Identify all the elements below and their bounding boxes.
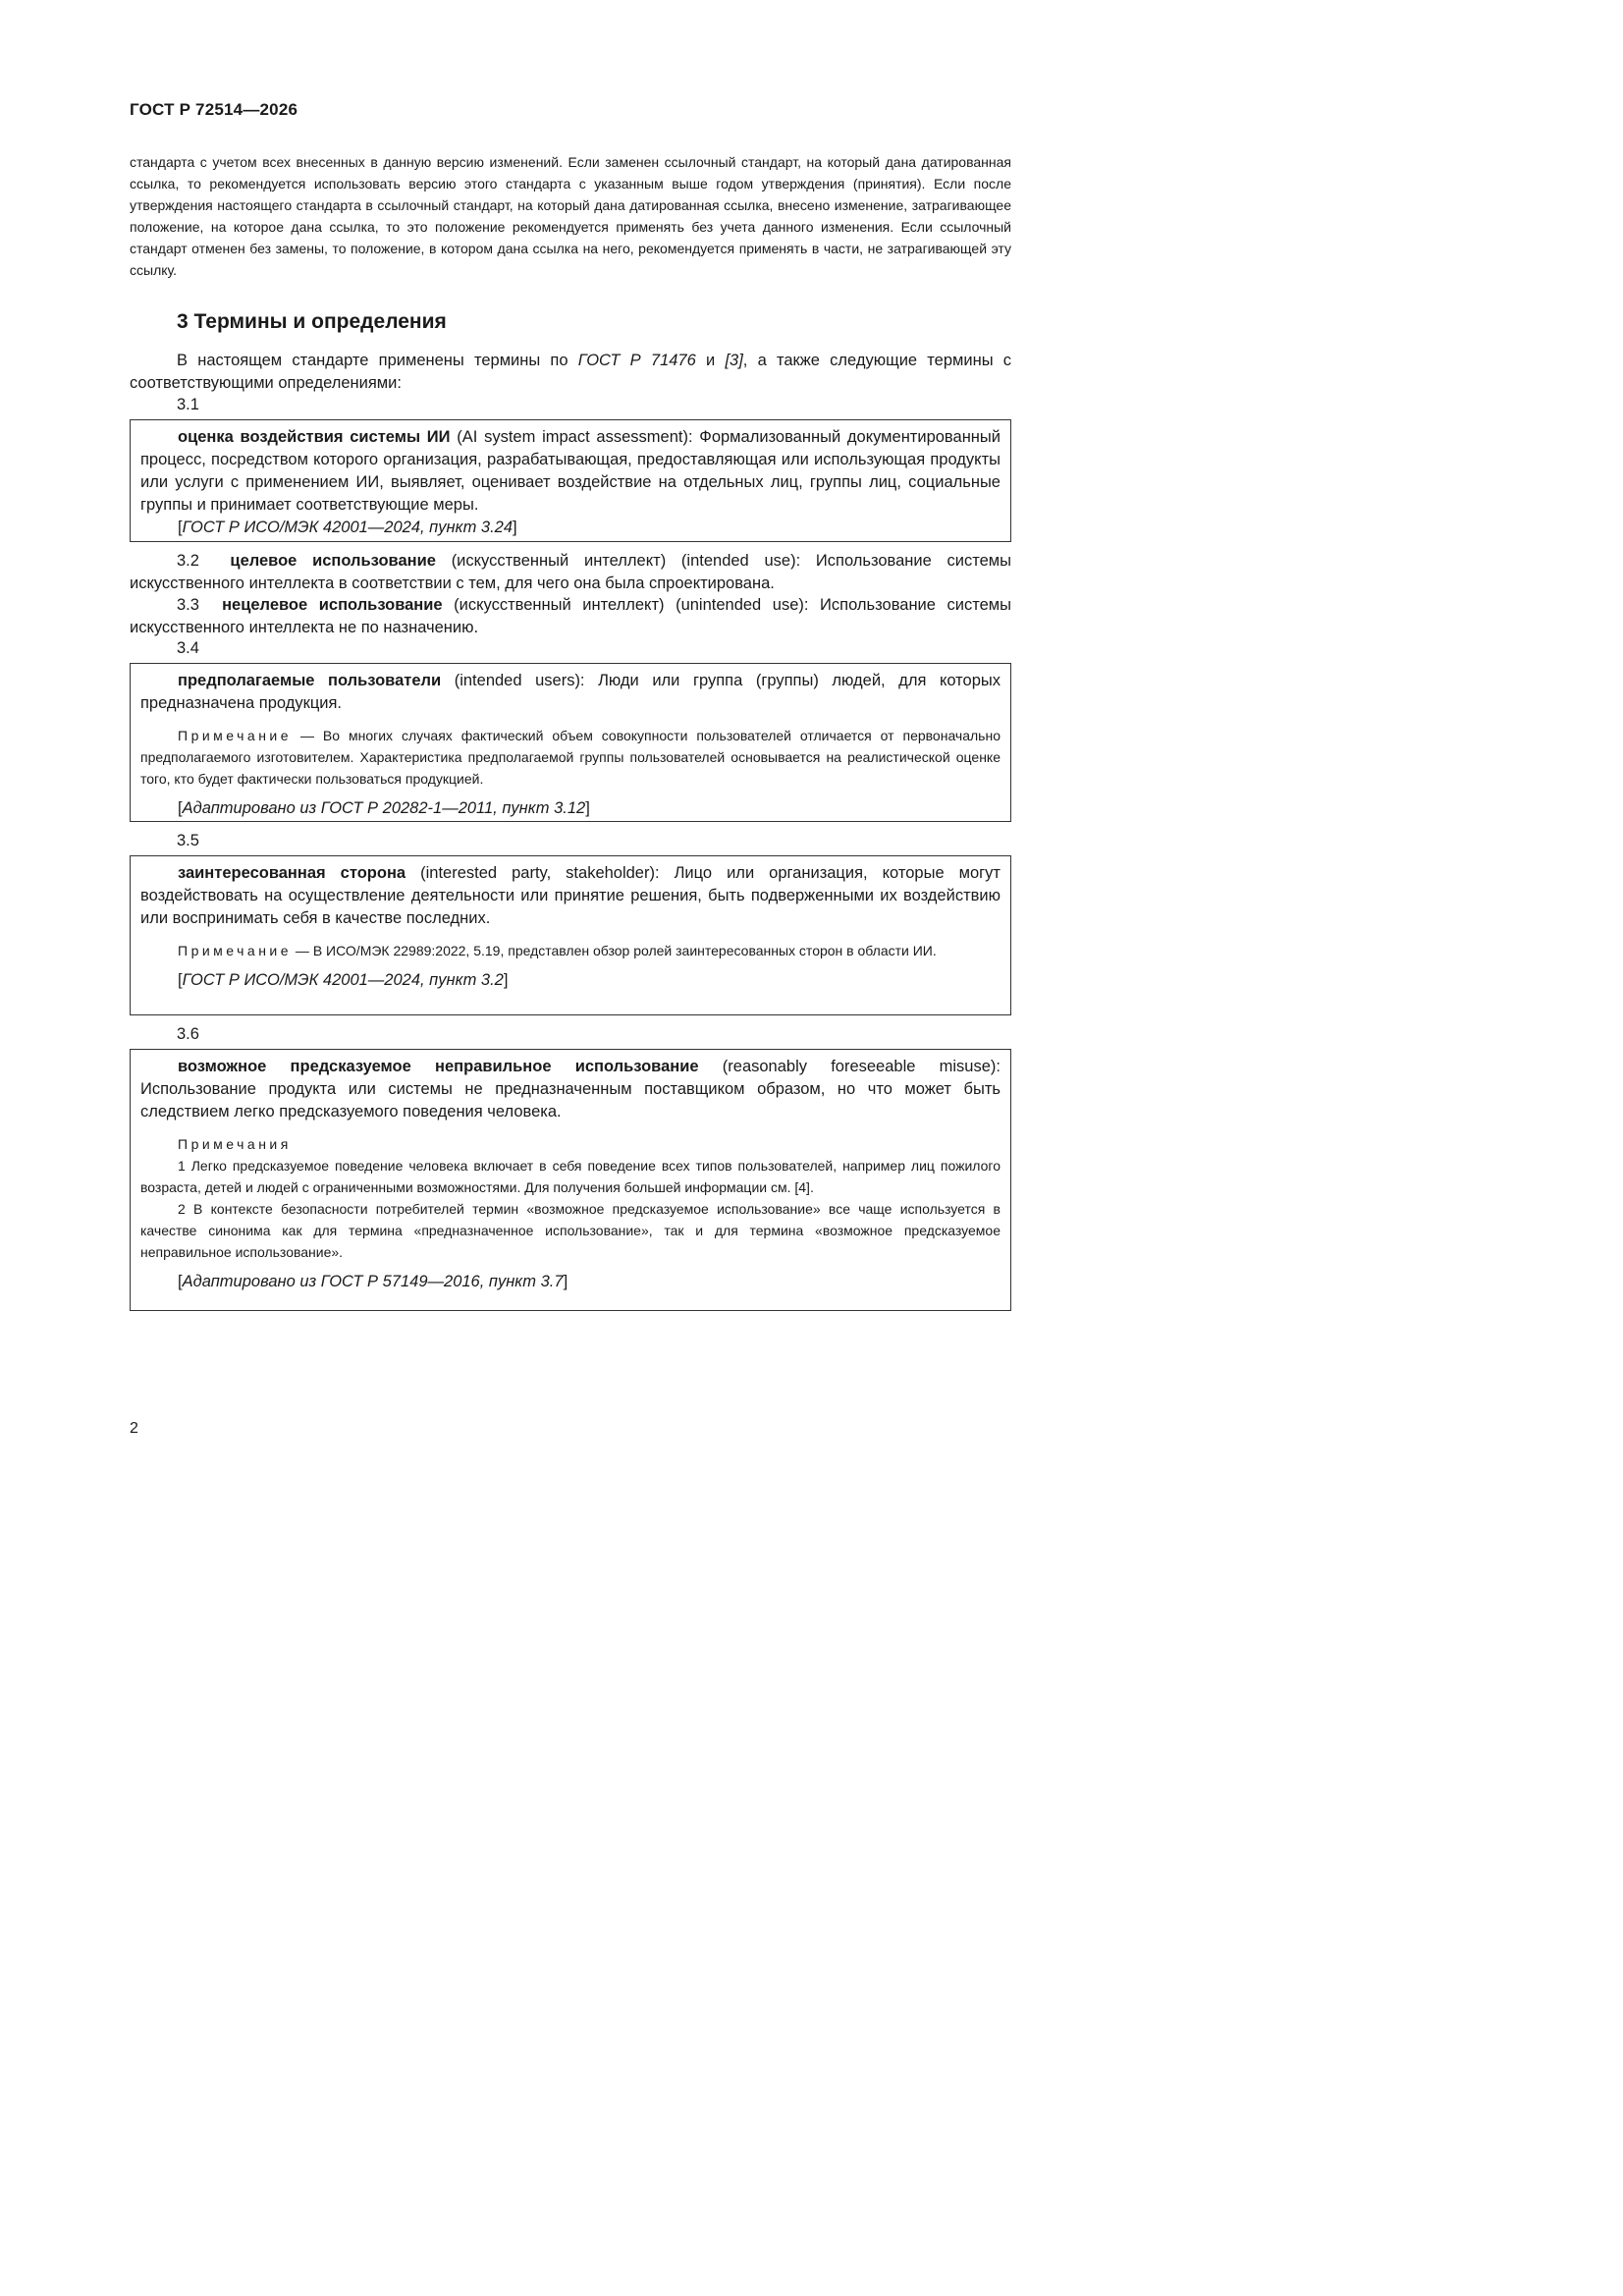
source-ref: ГОСТ Р ИСО/МЭК 42001—2024, пункт 3.24 <box>182 519 514 536</box>
note-label: Примечание <box>178 728 293 743</box>
bracket-close: ] <box>513 519 517 536</box>
note-text: — Во многих случаях фактический объем совокупности пользователей отличается от первоначально предполагаемого изготовителем. Характеристика предполагаемой группы пользователей основывается на реалистической оценке того, кто будет фактически пользоваться продукцией. <box>140 728 1001 787</box>
term-name: заинтересованная сторона <box>178 864 406 882</box>
bracket-open: [ <box>178 799 183 817</box>
document-page <box>0 0 1080 1529</box>
term-note-3-4 <box>140 725 1001 790</box>
bracket-open: [ <box>178 1273 183 1290</box>
intro-paragraph: стандарта с учетом всех внесенных в данную версию изменений. Если заменен ссылочный стандарт, на который дана датированная ссылка, то рекомендуется использовать версию этого стандарта с указанным выше годом утверждения (принятия). Если после утверждения настоящего стандарта в ссылочный стандарт, на который дана датированная ссылка, внесено изменение, затрагивающее положение, на которое дана ссылка, то это положение рекомендуется применять без учета данного изменения. Если ссылочный стандарт отменен без замены, то положение, в котором дана ссылка на него, рекомендуется применять в части, не затрагивающей эту ссылку. <box>130 154 1011 278</box>
term-note-3-5 <box>140 940 1001 961</box>
lead-text-c: , а также следующие термины с соответствующими определениями: <box>130 352 1012 392</box>
note-item-2: 2 В контексте безопасности потребителей термин «возможное предсказуемое использование» все чаще используется в качестве синонима как для термина «предназначенное использование», так и для термина «возможное предсказуемое неправильное использование». <box>140 1201 1001 1260</box>
source-ref: ГОСТ Р ИСО/МЭК 42001—2024, пункт 3.2 <box>182 971 504 989</box>
section-lead-paragraph <box>130 350 1011 395</box>
term-paragraph-3-3 <box>130 594 1011 639</box>
term-name: оценка воздействия системы ИИ <box>178 428 451 446</box>
term-source-3-1 <box>140 517 1001 539</box>
term-number-3-3: 3.3 <box>177 596 199 614</box>
bracket-close: ] <box>503 971 509 989</box>
bracket-close: ] <box>585 799 590 817</box>
term-definition-3-4 <box>140 670 1001 715</box>
term-source-3-6 <box>140 1271 1001 1293</box>
term-number-3-1: 3.1 <box>177 396 199 413</box>
note-item-1: 1 Легко предсказуемое поведение человека включает в себя поведение всех типов пользователей, например лиц пожилого возраста, детей и людей с ограниченными возможностями. Для получения большей информации см. [4]. <box>140 1158 1001 1195</box>
term-definition-3-1 <box>140 426 1001 517</box>
term-text: (intended users): Люди или группа (группы) людей, для которых предназначена продукция. <box>140 672 1001 712</box>
term-source-3-5 <box>140 969 1001 992</box>
lead-text-b: и <box>695 352 726 369</box>
term-source-3-4 <box>140 797 1001 820</box>
document-header: ГОСТ Р 72514—2026 <box>130 100 298 119</box>
notes-label: Примечания <box>178 1136 292 1152</box>
source-ref: Адаптировано из ГОСТ Р 20282-1—2011, пункт 3.12 <box>182 799 586 817</box>
lead-ref-1: ГОСТ Р 71476 <box>577 352 696 369</box>
term-text-3-3: (искусственный интеллект) (unintended use): Использование системы искусственного интеллекта не по назначению. <box>130 596 1011 636</box>
term-text: (interested party, stakeholder): Лицо или организация, которые могут воздействовать на осуществление деятельности или принятие решения, быть подверженными их воздействию или воспринимать себя в качестве последних. <box>140 864 1001 927</box>
lead-text-a: В настоящем стандарте применены термины по <box>177 352 578 369</box>
term-name-3-2: целевое использование <box>230 552 436 570</box>
note-label: Примечание <box>178 943 293 958</box>
term-name: предполагаемые пользователи <box>178 672 442 689</box>
term-box-3-6 <box>130 1049 1011 1311</box>
page-number: 2 <box>130 1420 138 1437</box>
term-box-3-5 <box>130 855 1011 1015</box>
term-definition-3-5 <box>140 862 1001 930</box>
term-definition-3-6 <box>140 1056 1001 1123</box>
term-number-3-5: 3.5 <box>177 832 199 849</box>
term-box-3-4 <box>130 663 1011 822</box>
term-paragraph-3-2 <box>130 550 1011 595</box>
term-number-3-4: 3.4 <box>177 639 199 657</box>
term-name-3-3: нецелевое использование <box>222 596 443 614</box>
section-title: 3 Термины и определения <box>177 310 447 333</box>
term-text: (AI system impact assessment): Формализованный документированный процесс, посредством которого организация, разрабатывающая, предоставляющая или использующая продукты или услуги с применением ИИ, выявляет, оценивает воздействие на отдельных лиц, группы лиц, социальные группы и принимает соответствующие меры. <box>140 428 1001 514</box>
bracket-open: [ <box>178 971 183 989</box>
source-ref: Адаптировано из ГОСТ Р 57149—2016, пункт 3.7 <box>182 1273 564 1290</box>
lead-ref-2: [3] <box>725 352 743 369</box>
bracket-close: ] <box>563 1273 568 1290</box>
term-number-3-2: 3.2 <box>177 552 199 570</box>
term-text: (reasonably foreseeable misuse): Использование продукта или системы не предназначенным поставщиком образом, но что может быть следствием легко предсказуемого поведения человека. <box>140 1058 1001 1121</box>
term-name: возможное предсказуемое неправильное использование <box>178 1058 699 1075</box>
term-number-3-6: 3.6 <box>177 1025 199 1043</box>
bracket-open: [ <box>178 519 183 536</box>
term-text-3-2: (искусственный интеллект) (intended use): Использование системы искусственного интеллекта в соответствии с тем, для чего она была спроектирована. <box>130 552 1012 592</box>
note-text: — В ИСО/МЭК 22989:2022, 5.19, представлен обзор ролей заинтересованных сторон в области ИИ. <box>292 943 937 958</box>
term-box-3-1 <box>130 419 1011 542</box>
